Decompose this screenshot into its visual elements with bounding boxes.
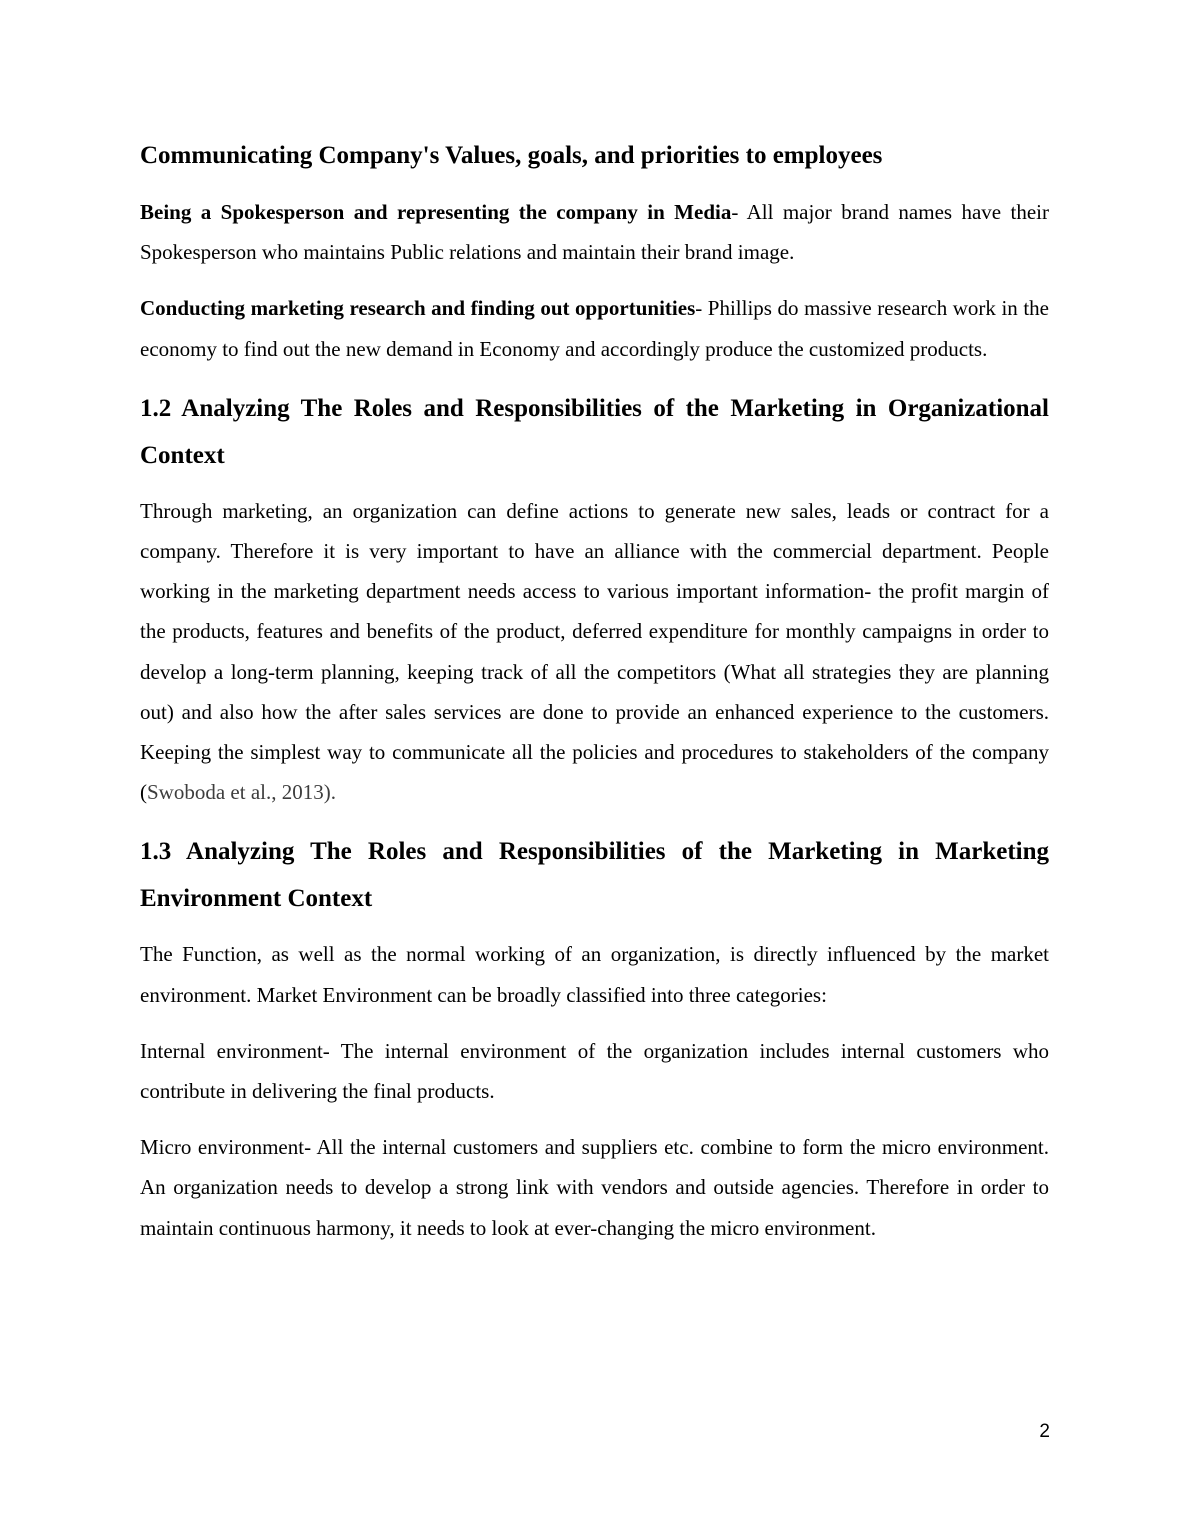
paragraph-internal-environment: Internal environment- The internal environment of the organization includes internal customers who contribute in delivering the final products. — [140, 1038, 1049, 1104]
paragraph-through-marketing-text: Through marketing, an organization can define actions to generate new sales, leads or contract for a company. Therefore it is very important to have an alliance with the commercial department. People working in the marketing department needs access to various important information- the profit margin of the products, features and benefits of the product, deferred expenditure for monthly campaigns in order to develop a long-term planning, keeping track of all the competitors (What all strategies they are planning out) and also how the after sales services are done to provide an enhanced experience to the customers. Keeping the simplest way to communicate all the policies and procedures to stakeholders of the company ( — [140, 498, 1049, 805]
heading-communicating-values: Communicating Company's Values, goals, and priorities to employees — [140, 142, 883, 169]
paragraph-spokesperson-lead: Being a Spokesperson and representing the company in Media — [140, 200, 732, 224]
paragraph-micro-environment: Micro environment- All the internal customers and suppliers etc. combine to form the micro environment. An organization needs to develop a strong link with vendors and outside agencies. Therefore in order to maintain continuous harmony, it needs to look at ever-changing the micro environment. — [140, 1135, 1049, 1240]
heading-section-1-2: 1.2 Analyzing The Roles and Responsibilities of the Marketing in Organizational Context — [140, 394, 1049, 469]
paragraph-spokesperson — [140, 192, 1049, 272]
document-page-body — [140, 136, 1049, 1264]
paragraph-spokesperson-text: - All major brand names have their Spokesperson who maintains Public relations and maintain their brand image. — [140, 200, 1049, 265]
page-number: 2 — [1039, 1421, 1050, 1442]
paragraph-marketing-research-lead: Conducting marketing research and finding out opportunities — [140, 296, 696, 321]
heading-section-1-3: 1.3 Analyzing The Roles and Responsibilities of the Marketing in Marketing Environment Context — [140, 838, 1049, 913]
paragraph-function: The Function, as well as the normal working of an organization, is directly influenced by the market environment. Market Environment can be broadly classified into three categories: — [140, 942, 1049, 1007]
citation-swoboda: Swoboda et al., 2013). — [147, 780, 336, 805]
paragraph-marketing-research-text: - Phillips do massive research work in the economy to find out the new demand in Economy and accordingly produce the customized products. — [140, 296, 1049, 361]
paragraph-marketing-research — [140, 288, 1049, 368]
paragraph-through-marketing — [140, 491, 1049, 813]
